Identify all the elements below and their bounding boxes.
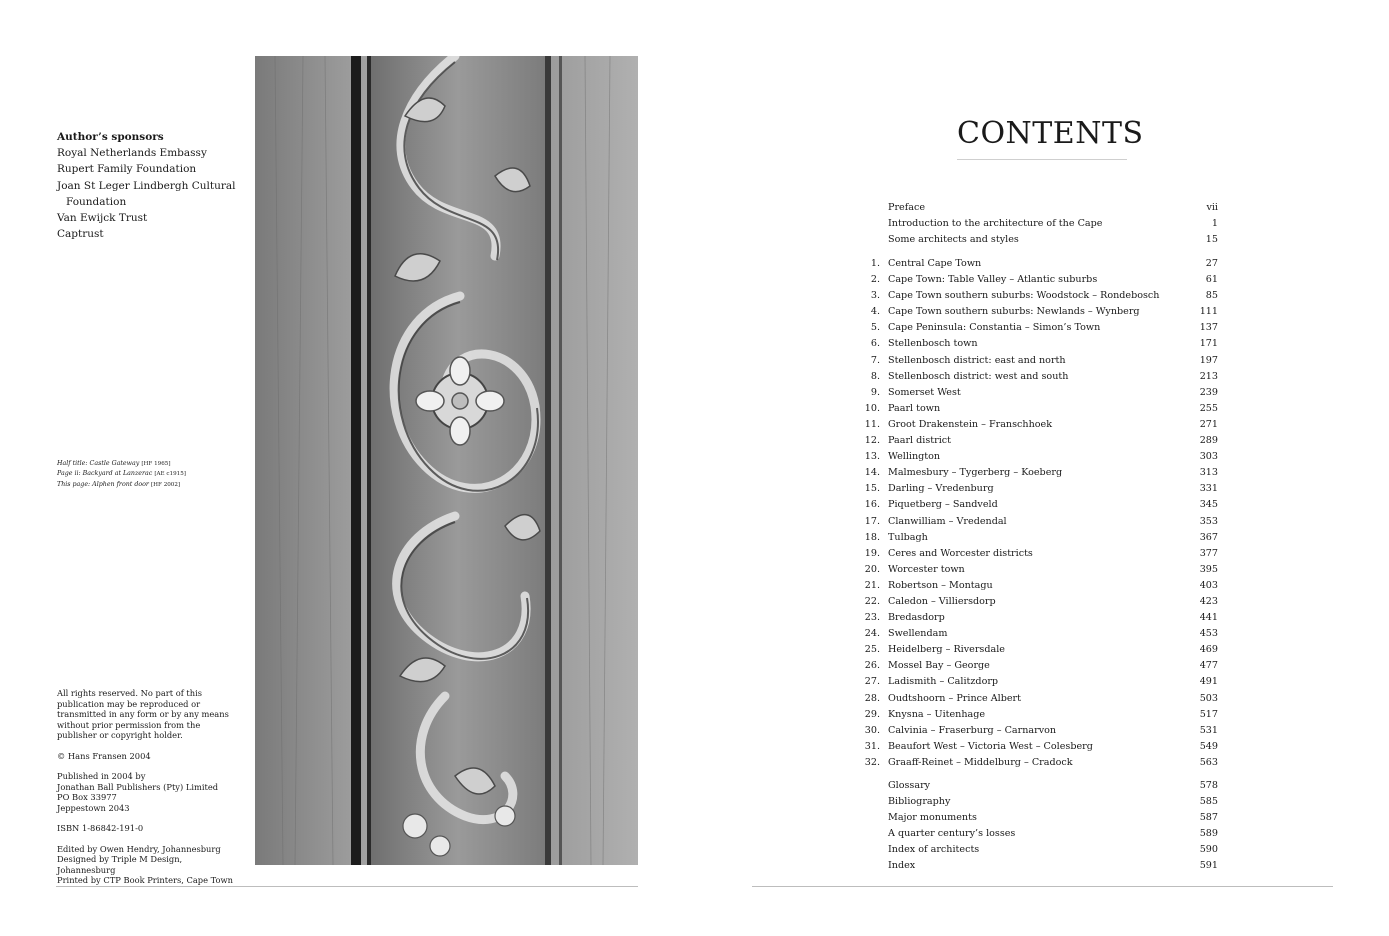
- toc-chapter-title: Heidelberg – Riversdale: [888, 644, 1005, 656]
- toc-entry[interactable]: [860, 778, 1220, 794]
- toc-chapter-title: Clanwilliam – Vredendal: [888, 515, 1007, 527]
- toc-chapter-num: 21.: [864, 579, 880, 591]
- toc-chapter-entry[interactable]: [860, 385, 1220, 401]
- toc-entry-title: Some architects and styles: [888, 234, 1019, 246]
- toc-chapter-title: Calvinia – Fraserburg – Carnarvon: [888, 724, 1057, 736]
- toc-chapter-entry[interactable]: [860, 433, 1220, 449]
- toc-chapter-title: Caledon – Villiersdorp: [888, 595, 996, 607]
- toc-chapter-entry[interactable]: [860, 465, 1220, 481]
- toc-entry-page: 585: [1199, 796, 1218, 808]
- toc-chapter-title: Stellenbosch district: west and south: [888, 370, 1069, 382]
- toc-chapter-page: 453: [1199, 628, 1218, 640]
- toc-entry[interactable]: [860, 232, 1220, 248]
- toc-entry-page: 591: [1199, 860, 1218, 872]
- toc-chapter-page: 377: [1199, 547, 1218, 559]
- toc-chapter-title: Darling – Vredenburg: [888, 483, 994, 495]
- toc-chapter-page: 517: [1199, 708, 1218, 720]
- toc-chapter-page: 255: [1199, 402, 1218, 414]
- toc-chapter-entry[interactable]: [860, 449, 1220, 465]
- toc-chapter-title: Robertson – Montagu: [888, 579, 993, 591]
- toc-chapter-entry[interactable]: [860, 304, 1220, 320]
- sponsor-item: Rupert Family Foundation: [57, 163, 197, 176]
- toc-chapter-num: 10.: [864, 402, 880, 414]
- toc-chapter-num: 9.: [870, 386, 880, 398]
- toc-chapter-page: 61: [1205, 274, 1218, 286]
- caption-label: Page ii: Backyard at Lanzerac: [57, 470, 153, 478]
- toc-chapter-title: Central Cape Town: [888, 258, 982, 269]
- credit-line: Printed by CTP Book Printers, Cape Town: [57, 875, 234, 885]
- toc-chapter-entry[interactable]: [860, 481, 1220, 497]
- toc-chapter-num: 4.: [870, 306, 880, 318]
- caption-line: [57, 459, 247, 469]
- toc-chapter-title: Cape Town southern suburbs: Woodstock – Rondebosch: [888, 290, 1160, 302]
- toc-chapter-entry[interactable]: [860, 256, 1220, 272]
- toc-chapters: [860, 256, 1220, 771]
- toc-chapter-page: 313: [1199, 467, 1218, 479]
- publisher-line: Jeppestown 2043: [57, 802, 130, 813]
- toc-entry-page: 587: [1199, 812, 1218, 824]
- toc-chapter-page: 27: [1205, 258, 1218, 269]
- toc-chapter-entry[interactable]: [860, 320, 1220, 336]
- toc-chapter-title: Paarl town: [888, 402, 941, 414]
- toc-chapter-title: Swellendam: [888, 628, 948, 640]
- toc-entry-page: 590: [1199, 844, 1218, 856]
- sponsor-item: Royal Netherlands Embassy: [57, 147, 207, 160]
- toc-chapter-num: 25.: [864, 644, 880, 656]
- toc-chapter-title: Wellington: [888, 451, 941, 463]
- toc-chapter-num: 11.: [864, 418, 880, 430]
- toc-entry-page: 15: [1205, 234, 1218, 246]
- toc-chapter-title: Oudtshoorn – Prince Albert: [888, 692, 1022, 704]
- publisher-line: Jonathan Ball Publishers (Pty) Limited: [57, 781, 219, 792]
- toc-chapter-entry[interactable]: [860, 626, 1220, 642]
- toc-entry[interactable]: [860, 858, 1220, 874]
- toc-chapter-page: 111: [1199, 306, 1218, 318]
- toc-entry-page: vii: [1206, 202, 1218, 213]
- toc-chapter-num: 28.: [864, 692, 880, 704]
- toc-chapter-page: 331: [1199, 483, 1218, 495]
- toc-entry-title: Major monuments: [888, 812, 977, 824]
- sponsor-item: Van Ewijck Trust: [57, 212, 148, 225]
- caption-ref: [HF 2002]: [150, 481, 181, 488]
- toc-entry-title: Index of architects: [888, 844, 980, 856]
- rights-statement: All rights reserved. No part of this publication may be reproduced or transmitted in any form or by any means without prior permission from the publisher or copyright holder.: [57, 688, 229, 740]
- caption-ref: [AE c1915]: [154, 471, 186, 478]
- toc-chapter-entry[interactable]: [860, 288, 1220, 304]
- toc-chapter-title: Worcester town: [888, 563, 965, 575]
- toc-chapter-page: 289: [1199, 435, 1218, 447]
- toc-entry-title: Index: [888, 860, 916, 872]
- toc-chapter-page: 531: [1199, 724, 1218, 736]
- toc-chapter-title: Knysna – Uitenhage: [888, 708, 986, 720]
- toc-entry-title: A quarter century’s losses: [888, 828, 1016, 840]
- toc-chapter-page: 403: [1199, 579, 1218, 591]
- toc-chapter-page: 213: [1199, 370, 1218, 382]
- toc-chapter-page: 395: [1199, 563, 1218, 575]
- toc-chapter-entry[interactable]: [860, 674, 1220, 690]
- caption-ref: [HF 1965]: [141, 461, 171, 467]
- toc-chapter-entry[interactable]: [860, 707, 1220, 723]
- toc-entry[interactable]: [860, 216, 1220, 232]
- toc-chapter-page: 171: [1199, 338, 1218, 350]
- toc-chapter-num: 32.: [864, 756, 880, 768]
- toc-entry[interactable]: [860, 842, 1220, 858]
- toc-chapter-num: 3.: [870, 290, 880, 302]
- toc-entry[interactable]: [860, 794, 1220, 810]
- toc-chapter-num: 15.: [864, 483, 880, 495]
- toc-chapter-entry[interactable]: [860, 562, 1220, 578]
- toc-chapter-num: 12.: [864, 435, 880, 447]
- sponsor-item: Joan St Leger Lindbergh Cultural Foundation: [57, 179, 236, 208]
- toc-chapter-num: 6.: [870, 338, 880, 350]
- toc-entry-page: 589: [1199, 828, 1218, 840]
- toc-chapter-num: 2.: [870, 274, 880, 286]
- toc-chapter-page: 477: [1199, 660, 1218, 672]
- toc-chapter-entry[interactable]: [860, 594, 1220, 610]
- toc-chapter-title: Ceres and Worcester districts: [888, 547, 1033, 559]
- toc-chapter-entry[interactable]: [860, 497, 1220, 513]
- toc-chapter-num: 13.: [864, 451, 880, 463]
- toc-chapter-num: 23.: [864, 612, 880, 624]
- toc-chapter-entry[interactable]: [860, 417, 1220, 433]
- caption-line: [57, 480, 247, 490]
- toc-chapter-page: 239: [1199, 386, 1218, 398]
- toc-chapter-page: 503: [1199, 692, 1218, 704]
- toc-chapter-num: 5.: [870, 322, 880, 334]
- toc-chapter-page: 271: [1199, 418, 1218, 430]
- contents-title: CONTENTS: [957, 116, 1144, 151]
- toc-entry-title: Preface: [888, 202, 926, 213]
- toc-chapter-entry[interactable]: [860, 401, 1220, 417]
- toc-chapter-entry[interactable]: [860, 723, 1220, 739]
- toc-chapter-entry[interactable]: [860, 642, 1220, 658]
- toc-chapter-num: 7.: [870, 354, 880, 366]
- toc-chapter-entry[interactable]: [860, 369, 1220, 385]
- left-page-footer-rule: [56, 886, 638, 887]
- toc-chapter-title: Cape Peninsula: Constantia – Simon’s Town: [888, 322, 1101, 334]
- toc-chapter-page: 85: [1205, 290, 1218, 302]
- publisher-line: Published in 2004 by: [57, 771, 146, 781]
- toc-entry[interactable]: [860, 810, 1220, 826]
- toc-chapter-num: 26.: [864, 660, 880, 672]
- toc-chapter-num: 30.: [864, 724, 880, 736]
- toc-chapter-title: Somerset West: [888, 386, 961, 398]
- toc-chapter-num: 17.: [864, 515, 880, 527]
- toc-chapter-entry[interactable]: [860, 610, 1220, 626]
- toc-chapter-title: Stellenbosch district: east and north: [888, 354, 1066, 366]
- toc-entry[interactable]: [860, 200, 1220, 216]
- toc-chapter-num: 19.: [864, 547, 880, 559]
- toc-chapter-entry[interactable]: [860, 546, 1220, 562]
- toc-chapter-page: 367: [1199, 531, 1218, 543]
- toc-chapter-page: 197: [1199, 354, 1218, 366]
- toc-chapter-num: 1.: [870, 258, 880, 269]
- toc-chapter-title: Cape Town southern suburbs: Newlands – Wynberg: [888, 306, 1140, 318]
- imprint-block: [57, 688, 242, 896]
- isbn-line: ISBN 1-86842-191-0: [57, 823, 144, 833]
- toc-chapter-page: 345: [1199, 499, 1218, 511]
- carved-ornament-illustration: [255, 56, 638, 865]
- toc-chapter-page: 441: [1199, 612, 1218, 624]
- toc-chapter-title: Ladismith – Calitzdorp: [888, 676, 999, 688]
- toc-chapter-page: 549: [1199, 740, 1218, 752]
- toc-chapter-page: 303: [1199, 451, 1218, 463]
- copyright-line: © Hans Fransen 2004: [57, 750, 151, 761]
- caption-line: [57, 469, 247, 479]
- toc-chapter-num: 27.: [864, 676, 880, 688]
- toc-chapter-page: 137: [1199, 322, 1218, 334]
- toc-chapter-title: Piquetberg – Sandveld: [888, 499, 998, 511]
- publisher-line: PO Box 33977: [57, 792, 117, 802]
- toc-chapter-title: Stellenbosch town: [888, 338, 978, 350]
- caption-label: This page: Alphen front door: [57, 480, 149, 488]
- toc-chapter-page: 353: [1199, 515, 1218, 527]
- toc-chapter-title: Beaufort West – Victoria West – Colesberg: [888, 740, 1093, 752]
- right-page-footer-rule: [752, 886, 1333, 887]
- toc-chapter-title: Bredasdorp: [888, 612, 945, 624]
- toc-chapter-num: 24.: [864, 628, 880, 640]
- toc-chapter-entry[interactable]: [860, 658, 1220, 674]
- photo-captions: [57, 459, 247, 490]
- toc-back-matter: [860, 778, 1220, 875]
- toc-chapter-page: 469: [1199, 644, 1218, 656]
- toc-front-matter: [860, 200, 1220, 248]
- toc-entry-title: Bibliography: [888, 796, 951, 808]
- toc-entry[interactable]: [860, 826, 1220, 842]
- credit-line: Edited by Owen Hendry, Johannesburg: [57, 843, 221, 854]
- toc-entry-title: Glossary: [888, 780, 931, 791]
- toc-chapter-entry[interactable]: [860, 755, 1220, 771]
- toc-chapter-num: 16.: [864, 499, 880, 511]
- toc-chapter-num: 20.: [864, 563, 880, 575]
- toc-chapter-entry[interactable]: [860, 336, 1220, 352]
- toc-chapter-entry[interactable]: [860, 353, 1220, 369]
- toc-chapter-entry[interactable]: [860, 739, 1220, 755]
- toc-chapter-num: 31.: [864, 740, 880, 752]
- toc-chapter-num: 14.: [864, 467, 880, 479]
- title-underline: [957, 159, 1127, 160]
- caption-label: Half title: Castle Gateway: [57, 460, 140, 467]
- toc-chapter-title: Mossel Bay – George: [888, 660, 990, 672]
- toc-entry-page: 578: [1199, 780, 1218, 791]
- sponsors-block: [57, 129, 247, 242]
- toc-entry-title: Introduction to the architecture of the Cape: [888, 218, 1103, 230]
- toc-chapter-entry[interactable]: [860, 514, 1220, 530]
- toc-chapter-entry[interactable]: [860, 691, 1220, 707]
- toc-chapter-title: Cape Town: Table Valley – Atlantic suburbs: [888, 274, 1098, 286]
- toc-chapter-title: Graaff-Reinet – Middelburg – Cradock: [888, 756, 1073, 768]
- carved-door-photo: [255, 56, 638, 865]
- sponsors-heading: Author’s sponsors: [57, 131, 164, 143]
- toc-chapter-title: Tulbagh: [888, 531, 928, 543]
- toc-chapter-page: 491: [1199, 676, 1218, 688]
- toc-chapter-page: 423: [1199, 595, 1218, 607]
- publisher-info: [57, 771, 242, 813]
- toc-chapter-page: 563: [1199, 756, 1218, 768]
- credit-line: Designed by Triple M Design, Johannesburg: [57, 854, 183, 875]
- toc-chapter-title: Malmesbury – Tygerberg – Koeberg: [888, 467, 1063, 479]
- sponsor-item: Captrust: [57, 228, 104, 241]
- toc-chapter-num: 8.: [870, 370, 880, 382]
- toc-chapter-entry[interactable]: [860, 272, 1220, 288]
- toc-chapter-num: 29.: [864, 708, 880, 720]
- toc-chapter-title: Paarl district: [888, 435, 952, 447]
- toc-chapter-title: Groot Drakenstein – Franschhoek: [888, 418, 1053, 430]
- toc-chapter-entry[interactable]: [860, 530, 1220, 546]
- credits-info: [57, 844, 242, 886]
- toc-chapter-entry[interactable]: [860, 578, 1220, 594]
- toc-entry-page: 1: [1211, 218, 1218, 230]
- toc-chapter-num: 18.: [864, 531, 880, 543]
- toc-chapter-num: 22.: [864, 595, 880, 607]
